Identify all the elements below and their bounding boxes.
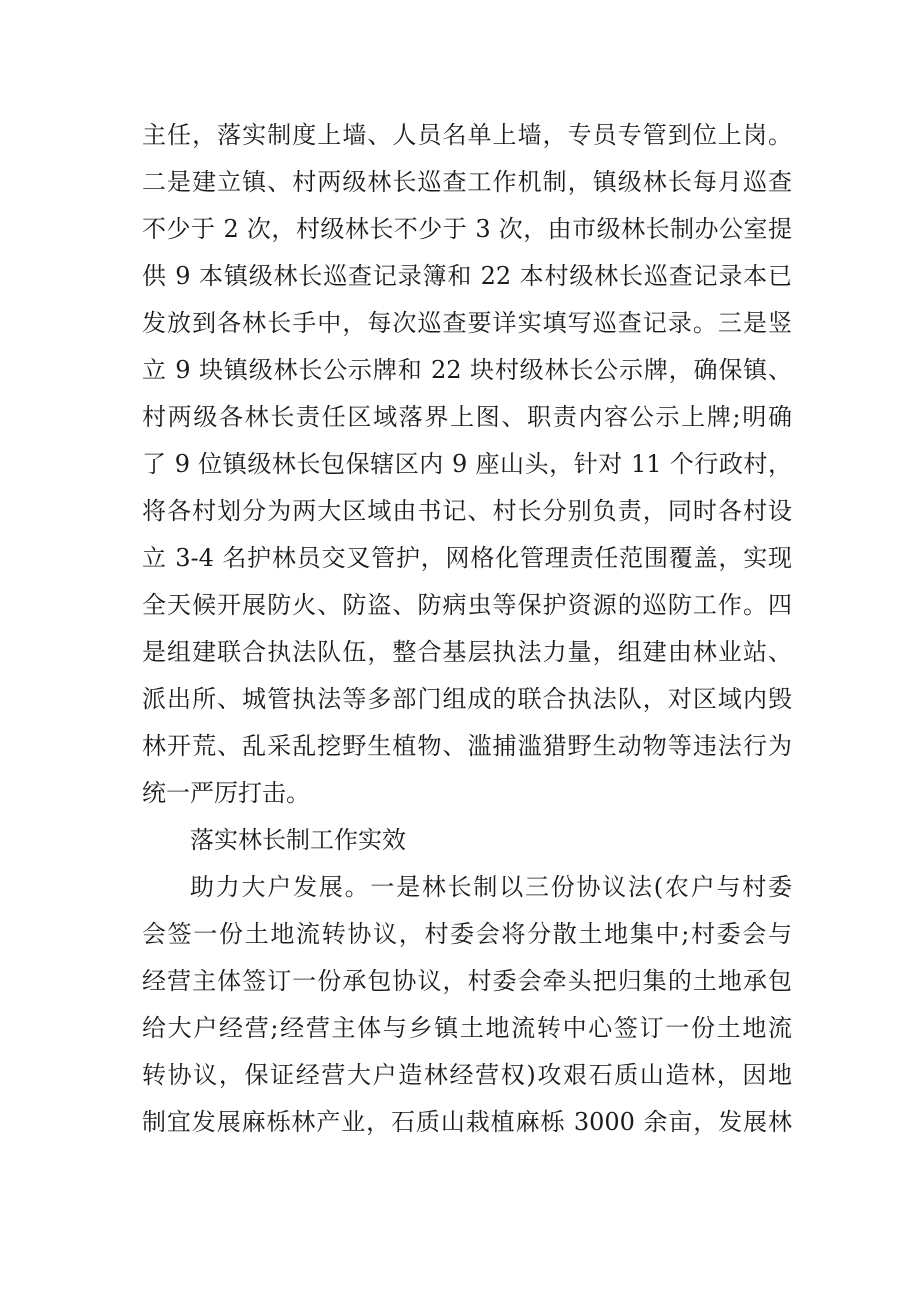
paragraph-line: 立 9 块镇级林长公示牌和 22 块村级林长公示牌，确保镇、 xyxy=(142,356,792,384)
paragraph-line: 二是建立镇、村两级林长巡查工作机制，镇级林长每月巡查 xyxy=(142,168,792,196)
paragraph-line: 村两级各林长责任区域落界上图、职责内容公示上牌;明确 xyxy=(142,403,792,431)
paragraph-line: 会签一份土地流转协议，村委会将分散土地集中;村委会与 xyxy=(142,920,792,948)
section-heading: 落实林长制工作实效 xyxy=(190,826,406,854)
paragraph-line: 助力大户发展。一是林长制以三份协议法(农户与村委 xyxy=(190,873,792,901)
paragraph-line: 经营主体签订一份承包协议，村委会牵头把归集的土地承包 xyxy=(142,967,792,995)
paragraph-line: 供 9 本镇级林长巡查记录簿和 22 本村级林长巡查记录本已 xyxy=(142,262,792,290)
paragraph-line: 了 9 位镇级林长包保辖区内 9 座山头，针对 11 个行政村， xyxy=(142,450,792,478)
paragraph-line: 林开荒、乱采乱挖野生植物、滥捕滥猎野生动物等违法行为 xyxy=(142,732,792,760)
paragraph-line: 全天候开展防火、防盗、防病虫等保护资源的巡防工作。四 xyxy=(142,591,792,619)
document-body xyxy=(142,112,792,1146)
paragraph-line: 发放到各林长手中，每次巡查要详实填写巡查记录。三是竖 xyxy=(142,309,792,337)
paragraph-line: 立 3-4 名护林员交叉管护，网格化管理责任范围覆盖，实现 xyxy=(142,544,792,572)
paragraph-line: 统一严厉打击。 xyxy=(142,779,310,807)
paragraph-line: 不少于 2 次，村级林长不少于 3 次，由市级林长制办公室提 xyxy=(142,215,792,243)
paragraph-line: 是组建联合执法队伍，整合基层执法力量，组建由林业站、 xyxy=(142,638,792,666)
paragraph-line: 转协议，保证经营大户造林经营权)攻艰石质山造林，因地 xyxy=(142,1061,792,1089)
paragraph-line: 将各村划分为两大区域由书记、村长分别负责，同时各村设 xyxy=(142,497,792,525)
paragraph-line: 派出所、城管执法等多部门组成的联合执法队，对区域内毁 xyxy=(142,685,792,713)
paragraph-line: 制宜发展麻栎林产业，石质山栽植麻栎 3000 余亩，发展林 xyxy=(142,1108,792,1136)
paragraph-line: 主任，落实制度上墙、人员名单上墙，专员专管到位上岗。 xyxy=(142,121,792,149)
paragraph-line: 给大户经营;经营主体与乡镇土地流转中心签订一份土地流 xyxy=(142,1014,792,1042)
